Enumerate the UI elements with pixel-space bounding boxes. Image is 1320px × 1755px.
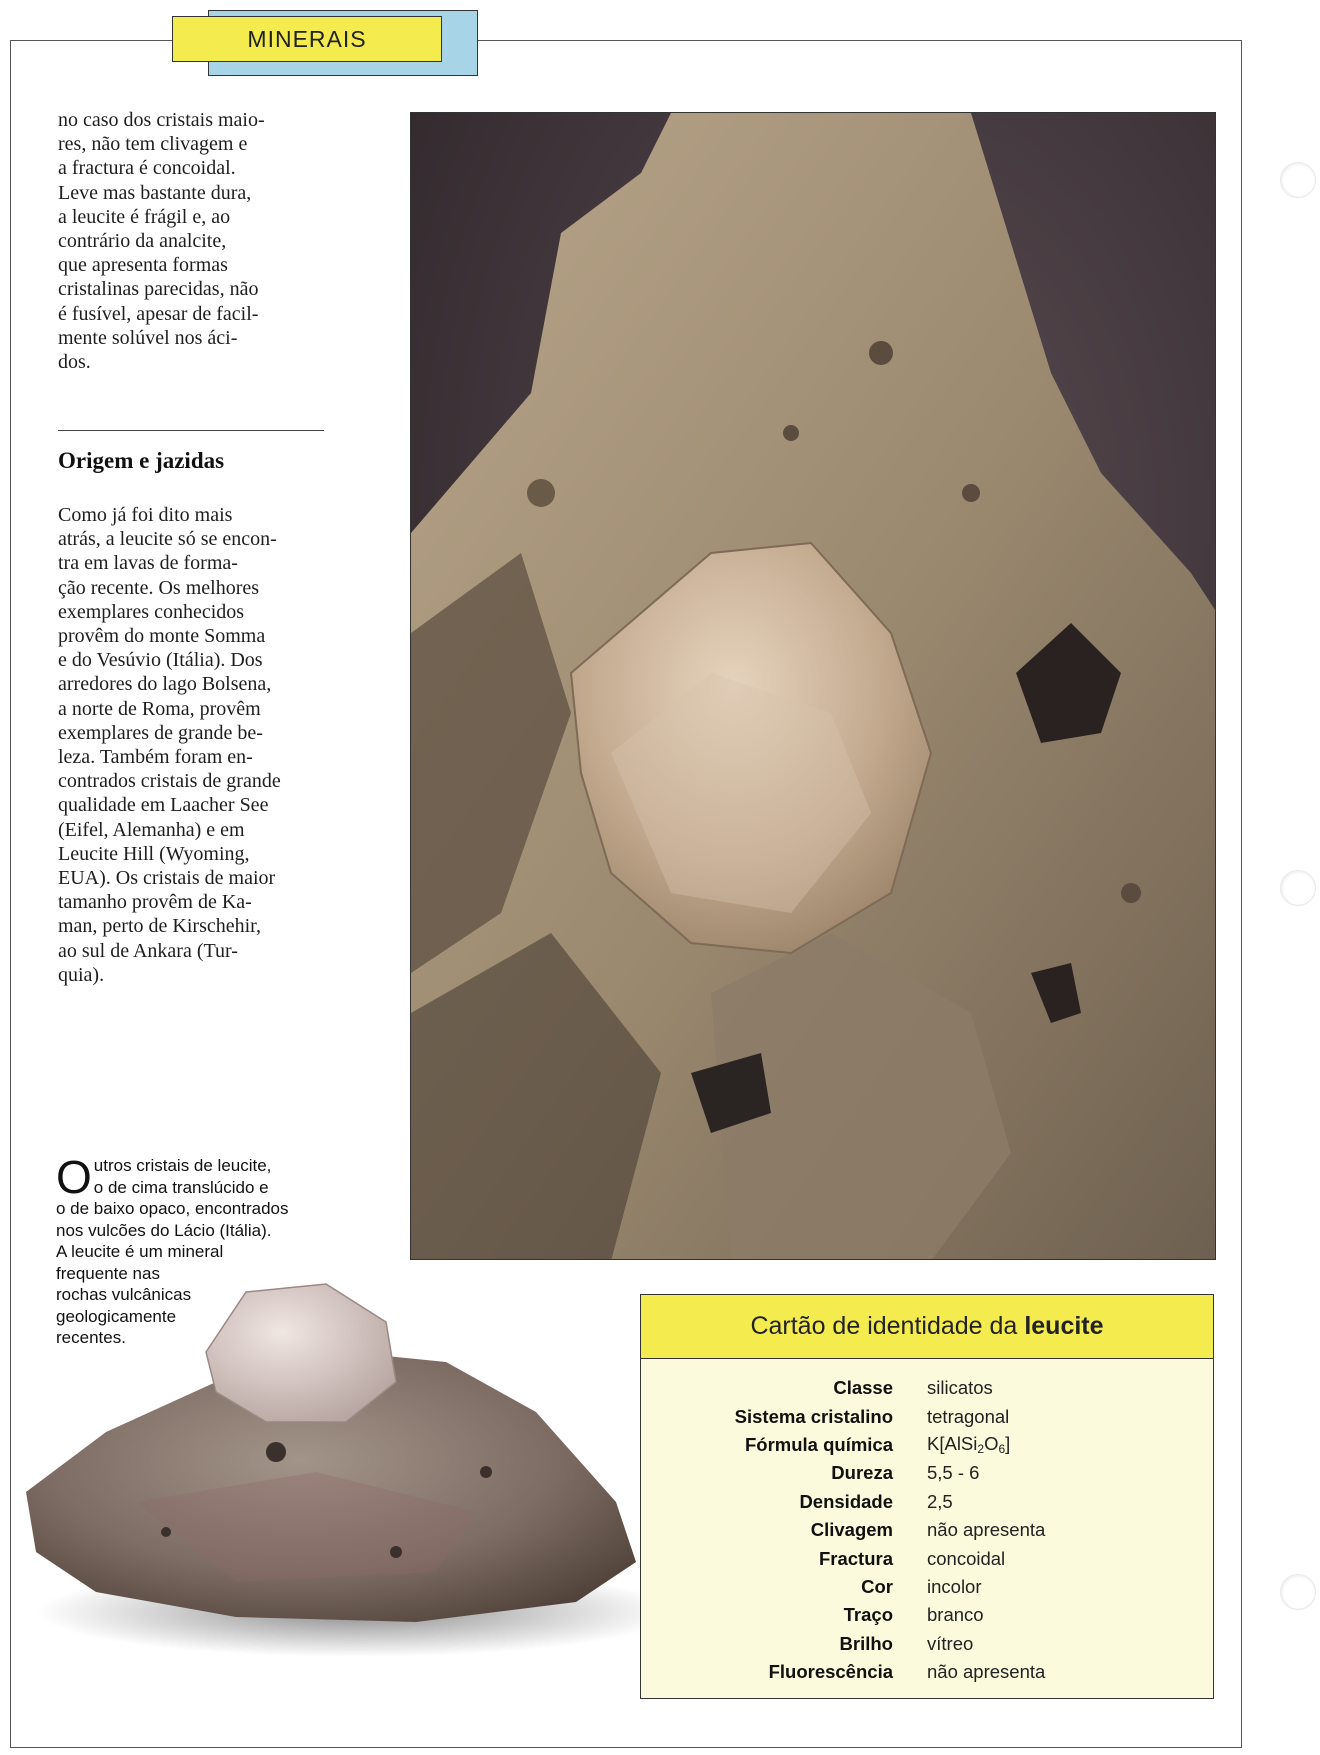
binder-hole-top: [1280, 162, 1316, 198]
text-line: a norte de Roma, provêm: [58, 697, 261, 720]
card-row-label: Fórmula química: [744, 1433, 893, 1455]
card-row-label: Densidade: [799, 1490, 893, 1512]
card-row-value: silicatos: [927, 1377, 993, 1399]
body-text-origins: [58, 503, 326, 987]
text-line: Leve mas bastante dura,: [58, 181, 252, 204]
card-row-label: Fractura: [818, 1547, 893, 1569]
text-line: é fusível, apesar de facil-: [58, 302, 259, 325]
section-heading: Origem e jazidas: [58, 448, 225, 473]
rock-specimen-illustration: [16, 1272, 656, 1662]
card-row-value: 2,5: [927, 1490, 953, 1512]
section-divider: [58, 430, 324, 431]
formula-part: K[AlSi: [927, 1433, 978, 1455]
caption-dropcap: O: [56, 1151, 92, 1203]
text-line: dos.: [58, 351, 91, 374]
card-row-density: [641, 1488, 1213, 1516]
formula-part: ]: [1005, 1433, 1011, 1455]
text-line: ção recente. Os melhores: [58, 576, 260, 599]
card-row-value: concoidal: [927, 1547, 1006, 1569]
text-line: tra em lavas de forma-: [58, 552, 238, 575]
formula-subscript: 2: [977, 1442, 985, 1457]
text-line: man, perto de Kirschehir,: [58, 915, 262, 938]
leucite-crystal-photo: [410, 112, 1216, 1260]
card-row-label: Clivagem: [810, 1519, 893, 1541]
text-line: leza. Também foram en-: [58, 746, 253, 769]
text-line: contrário da analcite,: [58, 230, 227, 253]
text-line: que apresenta formas: [58, 254, 228, 277]
text-line: tamanho provêm de Ka-: [58, 891, 252, 914]
caption-line: rochas vulcânicas: [56, 1285, 192, 1304]
card-row-fluorescence: [641, 1658, 1213, 1686]
card-row-label: Dureza: [831, 1462, 893, 1484]
text-line: a leucite é frágil e, ao: [58, 205, 231, 228]
card-row-class: [641, 1374, 1213, 1402]
binder-hole-bottom: [1280, 1574, 1316, 1610]
caption-line: o de baixo opaco, encontrados: [56, 1199, 289, 1218]
card-row-streak: [641, 1601, 1213, 1629]
identity-card-rows: [641, 1359, 1213, 1686]
card-row-luster: [641, 1630, 1213, 1658]
caption-line: o de cima translúcido e: [93, 1177, 269, 1197]
caption-line: A leucite é um mineral: [56, 1242, 224, 1261]
text-line: EUA). Os cristais de maior: [58, 867, 276, 890]
text-line: exemplares de grande be-: [58, 721, 263, 744]
text-line: arredores do lago Bolsena,: [58, 673, 272, 696]
caption-line: frequente nas: [56, 1263, 160, 1283]
card-row-label: Traço: [843, 1604, 893, 1626]
card-row-fracture: [641, 1544, 1213, 1572]
text-line: a fractura é concoidal.: [58, 157, 236, 180]
text-line: Como já foi dito mais: [58, 504, 233, 526]
text-line: e do Vesúvio (Itália). Dos: [58, 649, 263, 672]
identity-card-title-mineral: leucite: [1024, 1312, 1104, 1340]
text-line: mente solúvel nos áci-: [58, 326, 238, 349]
text-line: atrás, a leucite só se encon-: [58, 528, 277, 551]
leucite-crystal-illustration: [411, 113, 1216, 1260]
card-row-label: Brilho: [839, 1632, 893, 1654]
binder-hole-middle: [1280, 870, 1316, 906]
body-text-top: [58, 108, 326, 374]
text-line: ao sul de Ankara (Tur-: [58, 939, 238, 962]
card-row-color: [641, 1573, 1213, 1601]
card-row-chemical-formula: [641, 1431, 1213, 1459]
card-row-value: tetragonal: [927, 1405, 1010, 1427]
caption-line: nos vulcões do Lácio (Itália).: [56, 1220, 272, 1240]
text-line: (Eifel, Alemanha) e em: [58, 818, 245, 841]
card-row-label: Classe: [833, 1377, 893, 1399]
formula-subscript: 6: [998, 1442, 1006, 1457]
card-row-label: Sistema cristalino: [734, 1405, 893, 1427]
card-row-label: Cor: [861, 1575, 893, 1597]
text-line: provêm do monte Somma: [58, 625, 266, 648]
card-row-cleavage: [641, 1516, 1213, 1544]
card-row-value: vítreo: [927, 1632, 974, 1654]
section-tab: [172, 16, 442, 62]
text-line: res, não tem clivagem e: [58, 133, 248, 156]
card-row-value: não apresenta: [927, 1661, 1046, 1683]
text-line: cristalinas parecidas, não: [58, 278, 259, 301]
card-row-value: não apresenta: [927, 1519, 1046, 1541]
card-row-hardness: [641, 1459, 1213, 1487]
formula-part: O: [984, 1433, 999, 1455]
caption-line: geologicamente: [56, 1306, 177, 1326]
section-tab-label: MINERAIS: [247, 25, 367, 52]
text-line: no caso dos cristais maio-: [58, 109, 265, 131]
card-row-crystal-system: [641, 1402, 1213, 1430]
identity-card-title-prefix: Cartão de identidade da: [750, 1312, 1018, 1340]
card-row-value: incolor: [927, 1575, 982, 1597]
card-row-value: [927, 1433, 1010, 1456]
card-row-label: Fluorescência: [768, 1661, 893, 1683]
identity-card: [640, 1294, 1214, 1699]
caption-line: utros cristais de leucite,: [93, 1156, 272, 1175]
text-line: quia).: [58, 963, 105, 986]
card-row-value: 5,5 - 6: [927, 1462, 980, 1484]
card-row-value: branco: [927, 1604, 984, 1626]
leucite-rock-specimen: [16, 1272, 656, 1662]
text-line: exemplares conhecidos: [58, 600, 245, 623]
text-line: Leucite Hill (Wyoming,: [58, 842, 250, 865]
caption-line: recentes.: [56, 1328, 126, 1347]
identity-card-title: [641, 1295, 1213, 1359]
text-line: contrados cristais de grande: [58, 770, 281, 793]
text-line: qualidade em Laacher See: [58, 794, 269, 817]
